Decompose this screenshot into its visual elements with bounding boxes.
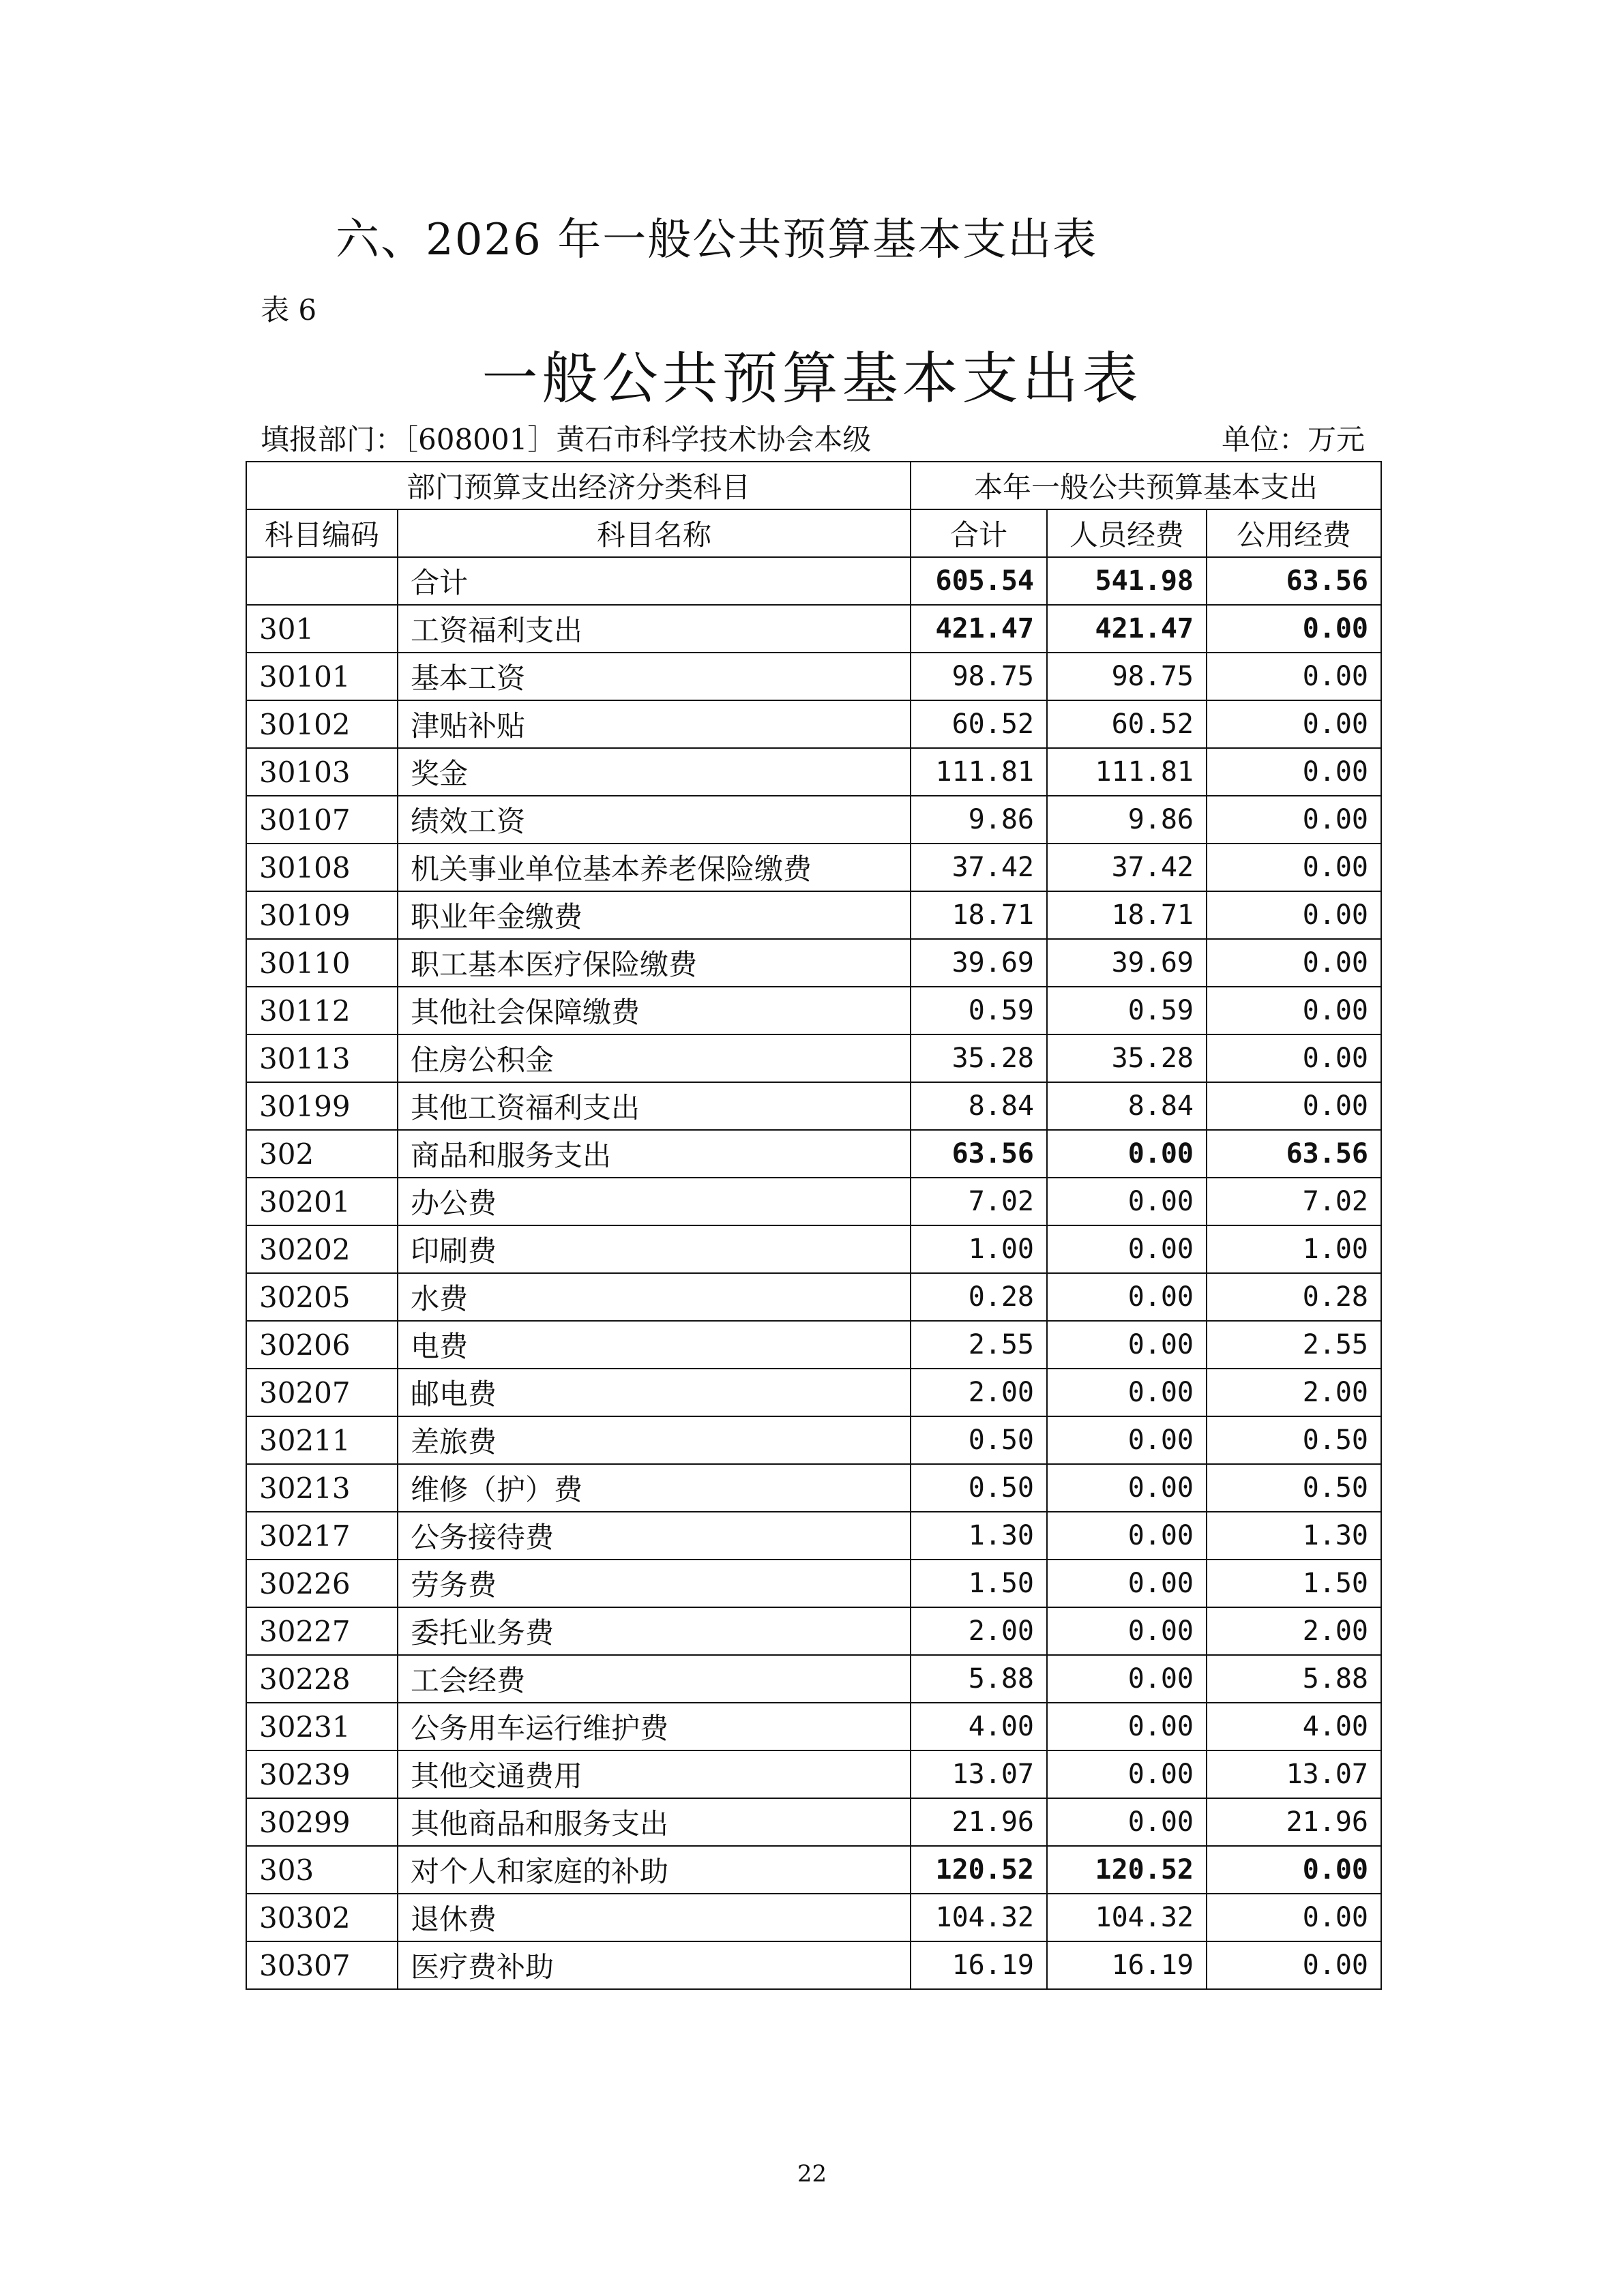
cell-public: 63.56 — [1207, 1130, 1381, 1178]
cell-code: 30228 — [246, 1655, 398, 1703]
cell-name: 职工基本医疗保险缴费 — [398, 939, 911, 987]
header-personnel: 人员经费 — [1047, 509, 1207, 557]
cell-personnel: 60.52 — [1047, 700, 1207, 748]
cell-code: 30113 — [246, 1034, 398, 1082]
cell-personnel: 16.19 — [1047, 1941, 1207, 1989]
cell-total: 2.00 — [911, 1607, 1047, 1655]
cell-name: 医疗费补助 — [398, 1941, 911, 1989]
cell-personnel: 120.52 — [1047, 1846, 1207, 1894]
cell-code — [246, 557, 398, 605]
cell-personnel: 0.00 — [1047, 1703, 1207, 1750]
cell-public: 0.00 — [1207, 653, 1381, 700]
cell-total: 21.96 — [911, 1798, 1047, 1846]
table-row — [246, 891, 1381, 939]
cell-public: 5.88 — [1207, 1655, 1381, 1703]
cell-code: 30307 — [246, 1941, 398, 1989]
table-row — [246, 1034, 1381, 1082]
cell-public: 0.50 — [1207, 1464, 1381, 1512]
cell-total: 63.56 — [911, 1130, 1047, 1178]
cell-code: 30213 — [246, 1464, 398, 1512]
cell-public: 0.00 — [1207, 748, 1381, 796]
cell-code: 30110 — [246, 939, 398, 987]
cell-total: 60.52 — [911, 700, 1047, 748]
table-row — [246, 1798, 1381, 1846]
cell-total: 7.02 — [911, 1178, 1047, 1225]
cell-code: 30103 — [246, 748, 398, 796]
table-row — [246, 844, 1381, 891]
cell-public: 0.00 — [1207, 1941, 1381, 1989]
cell-total: 39.69 — [911, 939, 1047, 987]
cell-name: 委托业务费 — [398, 1607, 911, 1655]
cell-name: 奖金 — [398, 748, 911, 796]
cell-personnel: 35.28 — [1047, 1034, 1207, 1082]
cell-name: 劳务费 — [398, 1560, 911, 1607]
table-row — [246, 1082, 1381, 1130]
cell-personnel: 0.00 — [1047, 1321, 1207, 1369]
cell-personnel: 0.59 — [1047, 987, 1207, 1034]
cell-personnel: 421.47 — [1047, 605, 1207, 653]
cell-personnel: 98.75 — [1047, 653, 1207, 700]
cell-code: 30202 — [246, 1225, 398, 1273]
cell-public: 21.96 — [1207, 1798, 1381, 1846]
table-row — [246, 1846, 1381, 1894]
cell-name: 差旅费 — [398, 1416, 911, 1464]
cell-code: 30231 — [246, 1703, 398, 1750]
cell-personnel: 0.00 — [1047, 1130, 1207, 1178]
cell-code: 30109 — [246, 891, 398, 939]
table-row — [246, 605, 1381, 653]
cell-total: 0.28 — [911, 1273, 1047, 1321]
table-row — [246, 1273, 1381, 1321]
cell-public: 0.00 — [1207, 844, 1381, 891]
cell-code: 30201 — [246, 1178, 398, 1225]
cell-total: 104.32 — [911, 1894, 1047, 1941]
header-group-right: 本年一般公共预算基本支出 — [911, 462, 1381, 509]
cell-code: 303 — [246, 1846, 398, 1894]
main-title: 一般公共预算基本支出表 — [482, 346, 1142, 411]
table-row — [246, 1607, 1381, 1655]
cell-name: 公务用车运行维护费 — [398, 1703, 911, 1750]
cell-public: 2.00 — [1207, 1369, 1381, 1416]
table-row — [246, 1655, 1381, 1703]
table-row — [246, 987, 1381, 1034]
cell-total: 98.75 — [911, 653, 1047, 700]
table-row — [246, 1321, 1381, 1369]
cell-public: 63.56 — [1207, 557, 1381, 605]
cell-code: 302 — [246, 1130, 398, 1178]
cell-name: 住房公积金 — [398, 1034, 911, 1082]
table-row — [246, 1225, 1381, 1273]
cell-public: 1.50 — [1207, 1560, 1381, 1607]
cell-total: 1.00 — [911, 1225, 1047, 1273]
table-row — [246, 1178, 1381, 1225]
cell-code: 30226 — [246, 1560, 398, 1607]
cell-total: 4.00 — [911, 1703, 1047, 1750]
cell-personnel: 0.00 — [1047, 1369, 1207, 1416]
cell-total: 2.00 — [911, 1369, 1047, 1416]
cell-name: 职业年金缴费 — [398, 891, 911, 939]
table-row — [246, 700, 1381, 748]
cell-code: 30205 — [246, 1273, 398, 1321]
cell-name: 邮电费 — [398, 1369, 911, 1416]
cell-public: 0.00 — [1207, 1846, 1381, 1894]
cell-personnel: 9.86 — [1047, 796, 1207, 844]
cell-name: 工资福利支出 — [398, 605, 911, 653]
cell-public: 2.55 — [1207, 1321, 1381, 1369]
cell-name: 办公费 — [398, 1178, 911, 1225]
table-row — [246, 1416, 1381, 1464]
table-row — [246, 1464, 1381, 1512]
table-column-header-row — [246, 509, 1381, 557]
filling-department: 填报部门：［608001］黄石市科学技术协会本级 — [261, 423, 872, 456]
table-row — [246, 653, 1381, 700]
cell-personnel: 37.42 — [1047, 844, 1207, 891]
cell-public: 0.00 — [1207, 939, 1381, 987]
cell-total: 0.50 — [911, 1416, 1047, 1464]
cell-code: 30102 — [246, 700, 398, 748]
section-title: 六、2026 年一般公共预算基本支出表 — [336, 215, 1098, 265]
cell-public: 0.00 — [1207, 605, 1381, 653]
cell-public: 0.28 — [1207, 1273, 1381, 1321]
table-row — [246, 796, 1381, 844]
cell-name: 维修（护）费 — [398, 1464, 911, 1512]
cell-personnel: 0.00 — [1047, 1655, 1207, 1703]
cell-code: 30217 — [246, 1512, 398, 1560]
cell-public: 7.02 — [1207, 1178, 1381, 1225]
table-group-header-row — [246, 462, 1381, 509]
table-row — [246, 1512, 1381, 1560]
header-total: 合计 — [911, 509, 1047, 557]
table-row — [246, 1130, 1381, 1178]
cell-public: 0.00 — [1207, 987, 1381, 1034]
cell-name: 商品和服务支出 — [398, 1130, 911, 1178]
cell-name: 机关事业单位基本养老保险缴费 — [398, 844, 911, 891]
cell-personnel: 0.00 — [1047, 1798, 1207, 1846]
cell-name: 其他商品和服务支出 — [398, 1798, 911, 1846]
cell-personnel: 18.71 — [1047, 891, 1207, 939]
cell-total: 8.84 — [911, 1082, 1047, 1130]
header-name: 科目名称 — [398, 509, 911, 557]
cell-code: 30302 — [246, 1894, 398, 1941]
cell-name: 绩效工资 — [398, 796, 911, 844]
cell-public: 0.00 — [1207, 796, 1381, 844]
table-row — [246, 1941, 1381, 1989]
cell-total: 37.42 — [911, 844, 1047, 891]
cell-total: 16.19 — [911, 1941, 1047, 1989]
table-row — [246, 1560, 1381, 1607]
table-row — [246, 1369, 1381, 1416]
cell-personnel: 0.00 — [1047, 1512, 1207, 1560]
unit-label: 单位：万元 — [1221, 423, 1365, 456]
cell-personnel: 0.00 — [1047, 1416, 1207, 1464]
cell-public: 1.00 — [1207, 1225, 1381, 1273]
cell-name: 基本工资 — [398, 653, 911, 700]
cell-public: 0.00 — [1207, 1894, 1381, 1941]
cell-personnel: 0.00 — [1047, 1225, 1207, 1273]
table-body — [246, 557, 1381, 1989]
cell-code: 30211 — [246, 1416, 398, 1464]
cell-personnel: 111.81 — [1047, 748, 1207, 796]
cell-total: 605.54 — [911, 557, 1047, 605]
cell-name: 对个人和家庭的补助 — [398, 1846, 911, 1894]
budget-table — [246, 461, 1382, 1990]
page-number: 22 — [797, 2160, 827, 2188]
cell-code: 30108 — [246, 844, 398, 891]
cell-total: 120.52 — [911, 1846, 1047, 1894]
cell-public: 0.50 — [1207, 1416, 1381, 1464]
cell-name: 其他社会保障缴费 — [398, 987, 911, 1034]
cell-code: 30207 — [246, 1369, 398, 1416]
cell-total: 35.28 — [911, 1034, 1047, 1082]
cell-public: 0.00 — [1207, 700, 1381, 748]
cell-total: 0.59 — [911, 987, 1047, 1034]
cell-total: 5.88 — [911, 1655, 1047, 1703]
header-code: 科目编码 — [246, 509, 398, 557]
cell-personnel: 0.00 — [1047, 1607, 1207, 1655]
cell-public: 1.30 — [1207, 1512, 1381, 1560]
cell-personnel: 104.32 — [1047, 1894, 1207, 1941]
cell-personnel: 39.69 — [1047, 939, 1207, 987]
cell-code: 30199 — [246, 1082, 398, 1130]
cell-code: 30299 — [246, 1798, 398, 1846]
cell-name: 其他工资福利支出 — [398, 1082, 911, 1130]
cell-public: 0.00 — [1207, 891, 1381, 939]
cell-personnel: 541.98 — [1047, 557, 1207, 605]
table-row — [246, 748, 1381, 796]
cell-total: 1.50 — [911, 1560, 1047, 1607]
cell-name: 公务接待费 — [398, 1512, 911, 1560]
cell-name: 合计 — [398, 557, 911, 605]
cell-name: 印刷费 — [398, 1225, 911, 1273]
header-public: 公用经费 — [1207, 509, 1381, 557]
table-row — [246, 939, 1381, 987]
cell-personnel: 0.00 — [1047, 1178, 1207, 1225]
cell-code: 30227 — [246, 1607, 398, 1655]
table-row — [246, 1894, 1381, 1941]
cell-code: 30101 — [246, 653, 398, 700]
cell-personnel: 8.84 — [1047, 1082, 1207, 1130]
cell-code: 30206 — [246, 1321, 398, 1369]
cell-total: 18.71 — [911, 891, 1047, 939]
cell-total: 13.07 — [911, 1750, 1047, 1798]
cell-code: 30239 — [246, 1750, 398, 1798]
cell-code: 301 — [246, 605, 398, 653]
cell-name: 退休费 — [398, 1894, 911, 1941]
cell-personnel: 0.00 — [1047, 1464, 1207, 1512]
table-row — [246, 1703, 1381, 1750]
cell-name: 工会经费 — [398, 1655, 911, 1703]
table-number: 表 6 — [261, 293, 317, 327]
cell-personnel: 0.00 — [1047, 1273, 1207, 1321]
cell-public: 2.00 — [1207, 1607, 1381, 1655]
cell-personnel: 0.00 — [1047, 1560, 1207, 1607]
table-row — [246, 1750, 1381, 1798]
header-group-left: 部门预算支出经济分类科目 — [246, 462, 911, 509]
cell-public: 4.00 — [1207, 1703, 1381, 1750]
cell-total: 2.55 — [911, 1321, 1047, 1369]
cell-total: 421.47 — [911, 605, 1047, 653]
cell-total: 0.50 — [911, 1464, 1047, 1512]
table-row — [246, 557, 1381, 605]
cell-name: 电费 — [398, 1321, 911, 1369]
cell-name: 其他交通费用 — [398, 1750, 911, 1798]
cell-public: 0.00 — [1207, 1034, 1381, 1082]
cell-name: 津贴补贴 — [398, 700, 911, 748]
cell-total: 9.86 — [911, 796, 1047, 844]
cell-public: 0.00 — [1207, 1082, 1381, 1130]
cell-total: 111.81 — [911, 748, 1047, 796]
cell-personnel: 0.00 — [1047, 1750, 1207, 1798]
cell-total: 1.30 — [911, 1512, 1047, 1560]
cell-code: 30107 — [246, 796, 398, 844]
cell-name: 水费 — [398, 1273, 911, 1321]
cell-public: 13.07 — [1207, 1750, 1381, 1798]
cell-code: 30112 — [246, 987, 398, 1034]
